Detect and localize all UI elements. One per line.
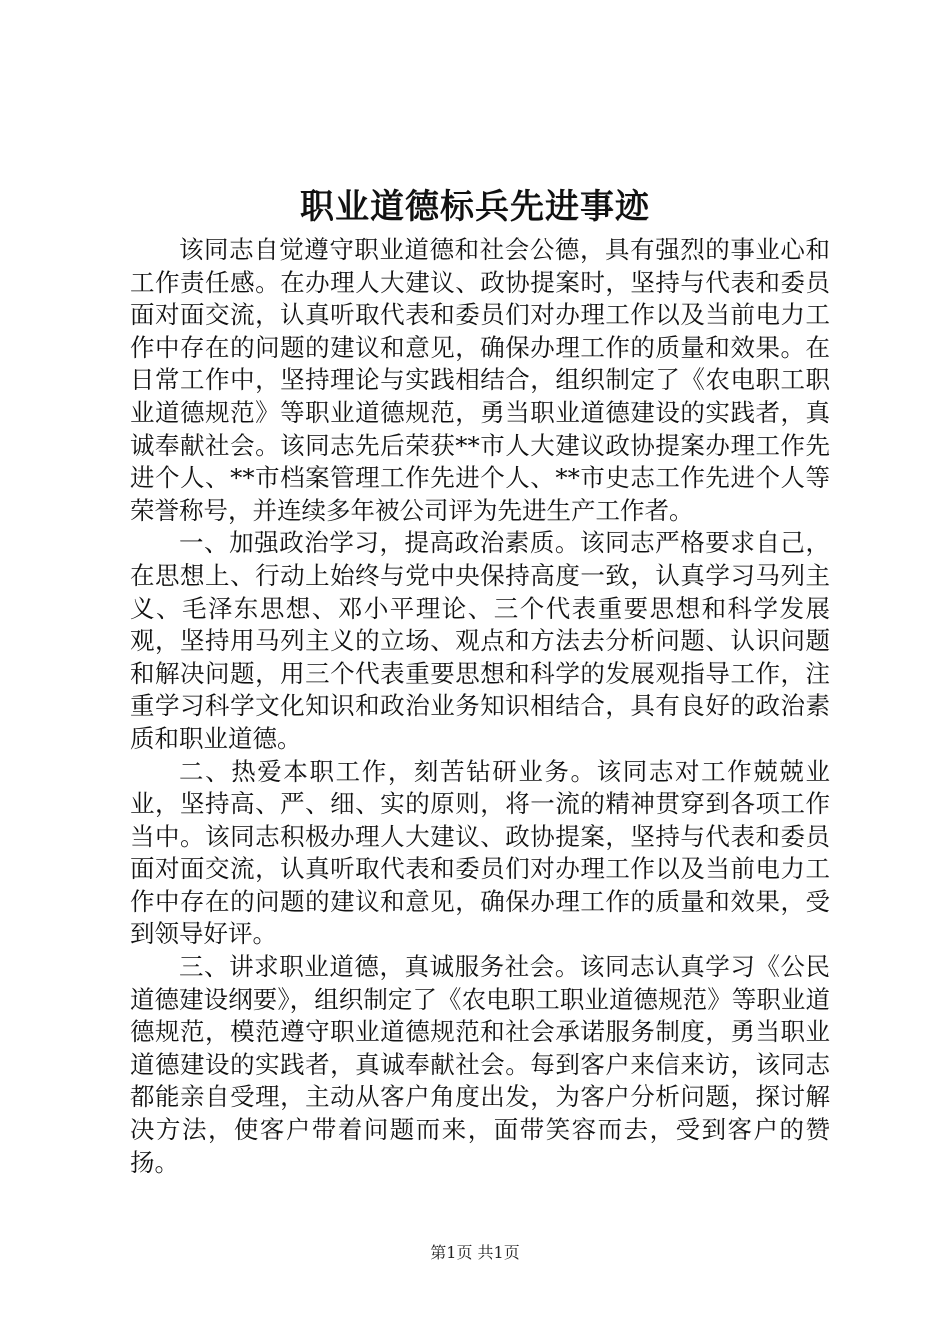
paragraph-dedication: 二、热爱本职工作，刻苦钻研业务。该同志对工作兢兢业业，坚持高、严、细、实的原则，将一流的精神贯穿到各项工作当中。该同志积极办理人大建议、政协提案，坚持与代表和委员面对面交流，认真听取代表和委员们对办理工作以及当前电力工作中存在的问题的建议和意见，确保办理工作的质量和效果，受到领导好评。 [130,756,830,949]
document-body [130,234,830,1179]
paragraph-professional-ethics: 三、讲求职业道德，真诚服务社会。该同志认真学习《公民道德建设纲要》，组织制定了《农电职工职业道德规范》等职业道德规范，模范遵守职业道德规范和社会承诺服务制度，勇当职业道德建设的实践者，真诚奉献社会。每到客户来信来访，该同志都能亲自受理，主动从客户角度出发，为客户分析问题，探讨解决方法，使客户带着问题而来，面带笑容而去，受到客户的赞扬。 [130,952,830,1177]
paragraph-political-study: 一、加强政治学习，提高政治素质。该同志严格要求自己，在思想上、行动上始终与党中央保持高度一致，认真学习马列主义、毛泽东思想、邓小平理论、三个代表重要思想和科学发展观，坚持用马列主义的立场、观点和方法去分析问题、认识问题和解决问题，用三个代表重要思想和科学的发展观指导工作，注重学习科学文化知识和政治业务知识相结合，具有良好的政治素质和职业道德。 [130,528,830,753]
page-footer: 第1页 共1页 [430,1243,520,1262]
paragraph-intro: 该同志自觉遵守职业道德和社会公德，具有强烈的事业心和工作责任感。在办理人大建议、政协提案时，坚持与代表和委员面对面交流，认真听取代表和委员们对办理工作以及当前电力工作中存在的问题的建议和意见，确保办理工作的质量和效果。在日常工作中，坚持理论与实践相结合，组织制定了《农电职工职业道德规范》等职业道德规范，勇当职业道德建设的实践者，真诚奉献社会。该同志先后荣获**市人大建议政协提案办理工作先进个人、**市档案管理工作先进个人、**市史志工作先进个人等荣誉称号，并连续多年被公司评为先进生产工作者。 [130,235,830,525]
document-title: 职业道德标兵先进事迹 [300,187,650,227]
